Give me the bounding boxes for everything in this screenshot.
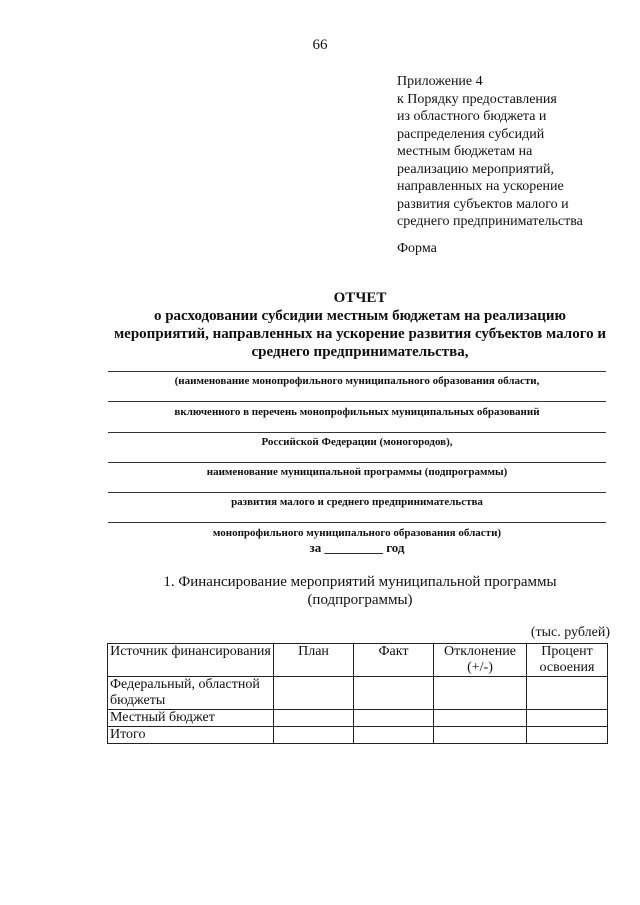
appendix-line: местным бюджетам на <box>397 144 533 159</box>
page-number: 66 <box>312 37 328 53</box>
cell-deviation <box>434 677 527 710</box>
fill-in-caption: монопрофильного муниципального образования области) <box>212 527 502 539</box>
report-title: ОТЧЕТ <box>333 290 387 306</box>
cell-plan <box>274 677 354 710</box>
cell-percent <box>527 710 608 727</box>
cell-percent <box>527 677 608 710</box>
fill-in-caption: (наименование монопрофильного муниципального образования области, <box>174 375 540 387</box>
fill-in-line <box>108 522 606 523</box>
report-subtitle-line: среднего предпринимательства, <box>251 344 469 360</box>
row-source: Местный бюджет <box>108 710 274 727</box>
cell-plan <box>274 727 354 744</box>
appendix-line: распределения субсидий <box>397 126 545 142</box>
fill-in-line <box>108 432 606 433</box>
report-subtitle-line: мероприятий, направленных на ускорение развития субъектов малого и <box>113 326 607 342</box>
cell-deviation <box>434 727 527 744</box>
fill-in-caption: Российской Федерации (моногородов), <box>261 436 453 448</box>
form-label: Форма <box>397 241 437 256</box>
fill-in-caption: включенного в перечень монопрофильных муниципальных образований <box>174 406 540 418</box>
cell-fact <box>354 727 434 744</box>
fill-in-line <box>108 401 606 402</box>
table-row <box>108 727 608 744</box>
cell-fact <box>354 677 434 710</box>
cell-plan <box>274 710 354 727</box>
row-source: Федеральный, областной бюджеты <box>108 677 274 710</box>
fill-in-line <box>108 462 606 463</box>
header-plan: План <box>274 644 354 677</box>
section-title-line: (подпрограммы) <box>307 592 413 608</box>
appendix-block <box>397 73 627 231</box>
section-title-line: 1. Финансирование мероприятий муниципальной программы <box>163 574 557 590</box>
appendix-line: к Порядку предоставления <box>397 91 557 107</box>
fill-in-line <box>108 492 606 493</box>
report-period: за _________ год <box>309 540 405 555</box>
fill-in-caption: развития малого и среднего предпринимательства <box>231 496 483 508</box>
row-source: Итого <box>108 727 274 744</box>
financing-table <box>107 643 608 744</box>
header-fact: Факт <box>354 644 434 677</box>
cell-percent <box>527 727 608 744</box>
header-deviation: Отклонение (+/-) <box>434 644 527 677</box>
fill-in-line <box>108 371 606 372</box>
table-header-row <box>108 644 608 677</box>
header-percent: Процент освоения <box>527 644 608 677</box>
appendix-line: развития субъектов малого и <box>397 196 569 212</box>
cell-deviation <box>434 710 527 727</box>
units-label: (тыс. рублей) <box>530 625 610 640</box>
table-row <box>108 710 608 727</box>
appendix-line: направленных на ускорение <box>397 179 564 194</box>
appendix-line: из областного бюджета и <box>397 109 547 124</box>
header-source: Источник финансирования <box>108 644 274 677</box>
report-subtitle-line: о расходовании субсидии местным бюджетам на реализацию <box>153 308 567 324</box>
appendix-line: Приложение 4 <box>397 74 483 89</box>
report-title-block <box>100 289 620 361</box>
fill-in-caption: наименование муниципальной программы (подпрограммы) <box>206 466 508 478</box>
section-title <box>100 573 620 609</box>
appendix-line: реализацию мероприятий, <box>397 161 554 177</box>
cell-fact <box>354 710 434 727</box>
table-row <box>108 677 608 710</box>
appendix-line: среднего предпринимательства <box>397 214 583 229</box>
